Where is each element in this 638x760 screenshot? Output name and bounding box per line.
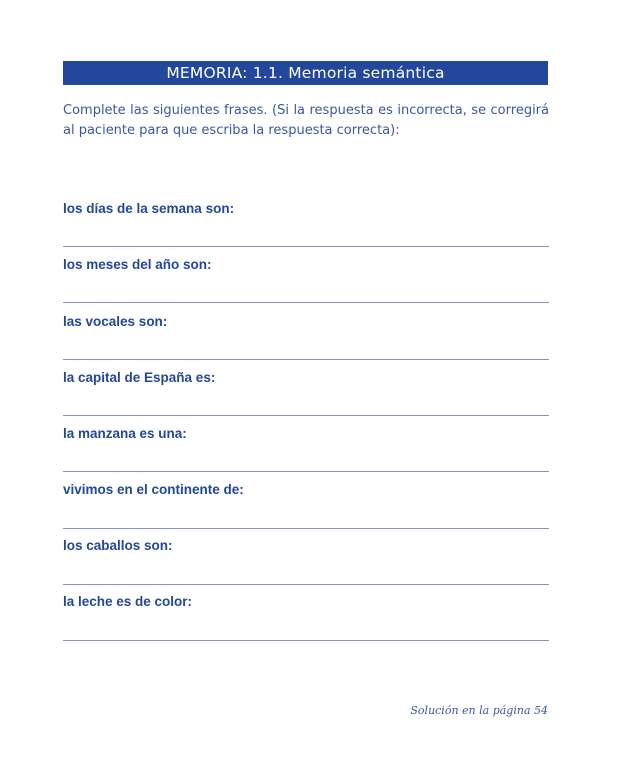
answer-line-continente[interactable]	[63, 528, 549, 529]
answer-line-capital-espana[interactable]	[63, 415, 549, 416]
prompt-dias-semana: los días de la semana son:	[63, 201, 235, 216]
prompt-continente: vivimos en el continente de:	[63, 482, 244, 497]
answer-line-leche-color[interactable]	[63, 640, 549, 641]
answer-line-caballos[interactable]	[63, 584, 549, 585]
page-title: MEMORIA: 1.1. Memoria semántica	[166, 64, 445, 82]
answer-line-manzana[interactable]	[63, 471, 549, 472]
answer-line-dias-semana[interactable]	[63, 246, 549, 247]
answer-line-meses-ano[interactable]	[63, 302, 549, 303]
section-title-bar	[63, 61, 548, 85]
prompt-leche-color: la leche es de color:	[63, 594, 193, 609]
answer-line-vocales[interactable]	[63, 359, 549, 360]
prompt-capital-espana: la capital de España es:	[63, 370, 216, 385]
instructions-text: Complete las siguientes frases. (Si la respuesta es incorrecta, se corregirá al paciente para que escriba la respuesta correcta):	[63, 103, 549, 138]
prompt-vocales: las vocales son:	[63, 314, 168, 329]
prompt-caballos: los caballos son:	[63, 538, 173, 553]
solution-page-note: Solución en la página 54	[410, 704, 548, 717]
prompt-manzana: la manzana es una:	[63, 426, 187, 441]
prompt-meses-ano: los meses del año son:	[63, 257, 212, 272]
